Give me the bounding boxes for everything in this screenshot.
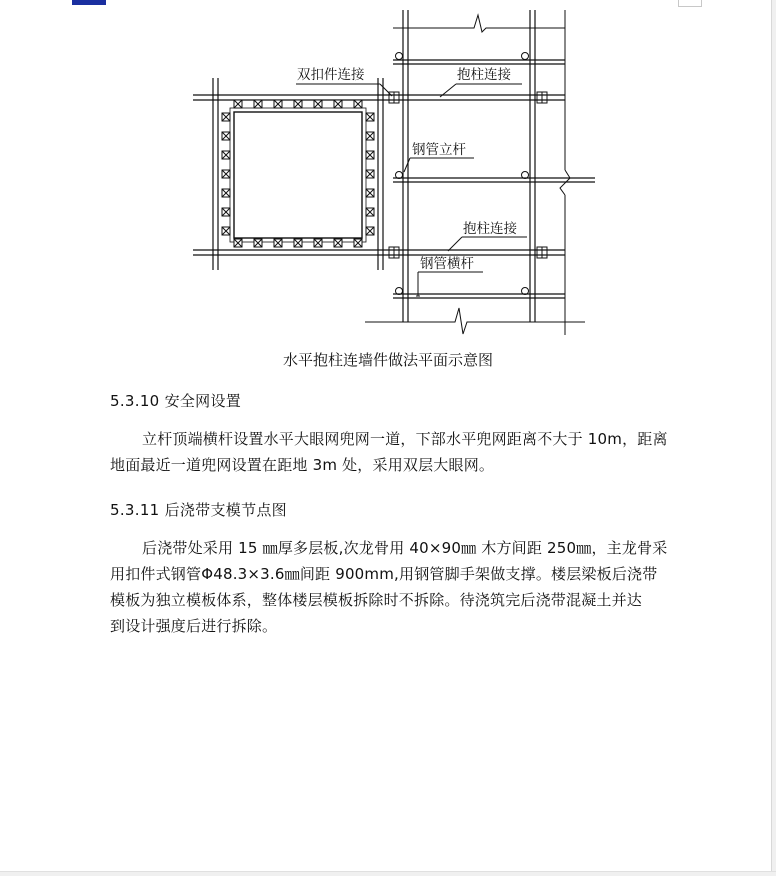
- clamp-x-mark: [334, 239, 342, 247]
- clamp-x-mark: [366, 132, 374, 140]
- clamp-x-mark: [234, 239, 242, 247]
- viewer-scroll-edge: [771, 0, 776, 876]
- clamp-x-mark: [294, 239, 302, 247]
- label-double-clamp: 双扣件连接: [297, 67, 365, 83]
- clamp-x-mark: [314, 239, 322, 247]
- clamp-x-mark: [366, 170, 374, 178]
- paragraph-line: 用扣件式钢管Φ48.3×3.6㎜间距 900mm,用钢管脚手架做支撑。楼层梁板后浇带: [110, 565, 658, 583]
- paragraph-line: 模板为独立模板体系，整体楼层模板拆除时不拆除。待浇筑完后浇带混凝土并达: [110, 591, 643, 609]
- paragraph-post-pour-strip: [110, 535, 682, 639]
- viewer-bottom-edge: [0, 871, 776, 876]
- clamp-x-mark: [222, 113, 230, 121]
- clamp-x-mark: [254, 100, 262, 108]
- label-hug-column-bottom: 抱柱连接: [463, 221, 517, 237]
- clamp-x-mark: [222, 227, 230, 235]
- label-steel-pole: 钢管立杆: [412, 142, 466, 158]
- column-tie-plan-diagram: [0, 0, 776, 345]
- clamp-x-mark: [366, 189, 374, 197]
- clamp-x-mark: [366, 208, 374, 216]
- column-outline: [234, 112, 362, 238]
- paragraph-line: 地面最近一道兜网设置在距地 3m 处，采用双层大眼网。: [110, 456, 495, 474]
- clamp-x-mark: [222, 189, 230, 197]
- clamp-x-mark: [222, 208, 230, 216]
- paragraph-line: 到设计强度后进行拆除。: [110, 617, 278, 635]
- clamp-x-mark: [274, 239, 282, 247]
- formwork-clamp-marks: [222, 100, 374, 247]
- section-heading-safety-net: 5.3.10 安全网设置: [110, 392, 242, 410]
- clamp-x-mark: [366, 113, 374, 121]
- paragraph-line: 后浇带处采用 15 ㎜厚多层板,次龙骨用 40×90㎜ 木方间距 250㎜，主龙骨采: [142, 539, 668, 557]
- clamp-x-mark: [366, 151, 374, 159]
- clamp-x-mark: [234, 100, 242, 108]
- clamp-x-mark: [222, 132, 230, 140]
- clamp-x-mark: [314, 100, 322, 108]
- column-formwork: [230, 108, 366, 242]
- label-steel-crossbar: 钢管横杆: [420, 256, 474, 272]
- clamp-x-mark: [294, 100, 302, 108]
- paragraph-safety-net: [110, 426, 682, 478]
- column-section: [230, 108, 366, 242]
- clamp-x-mark: [334, 100, 342, 108]
- label-hug-column-top: 抱柱连接: [457, 67, 511, 83]
- diagram-caption: 水平抱柱连墙件做法平面示意图: [282, 351, 493, 369]
- clamp-x-mark: [222, 151, 230, 159]
- section-heading-post-pour-strip: 5.3.11 后浇带支模节点图: [110, 501, 287, 519]
- clamp-x-mark: [354, 100, 362, 108]
- clamp-x-mark: [222, 170, 230, 178]
- paragraph-line: 立杆顶端横杆设置水平大眼网兜网一道，下部水平兜网距离不大于 10m，距离: [142, 430, 668, 448]
- clamp-x-mark: [354, 239, 362, 247]
- clamp-x-mark: [274, 100, 282, 108]
- clamp-x-mark: [366, 227, 374, 235]
- clamp-x-mark: [254, 239, 262, 247]
